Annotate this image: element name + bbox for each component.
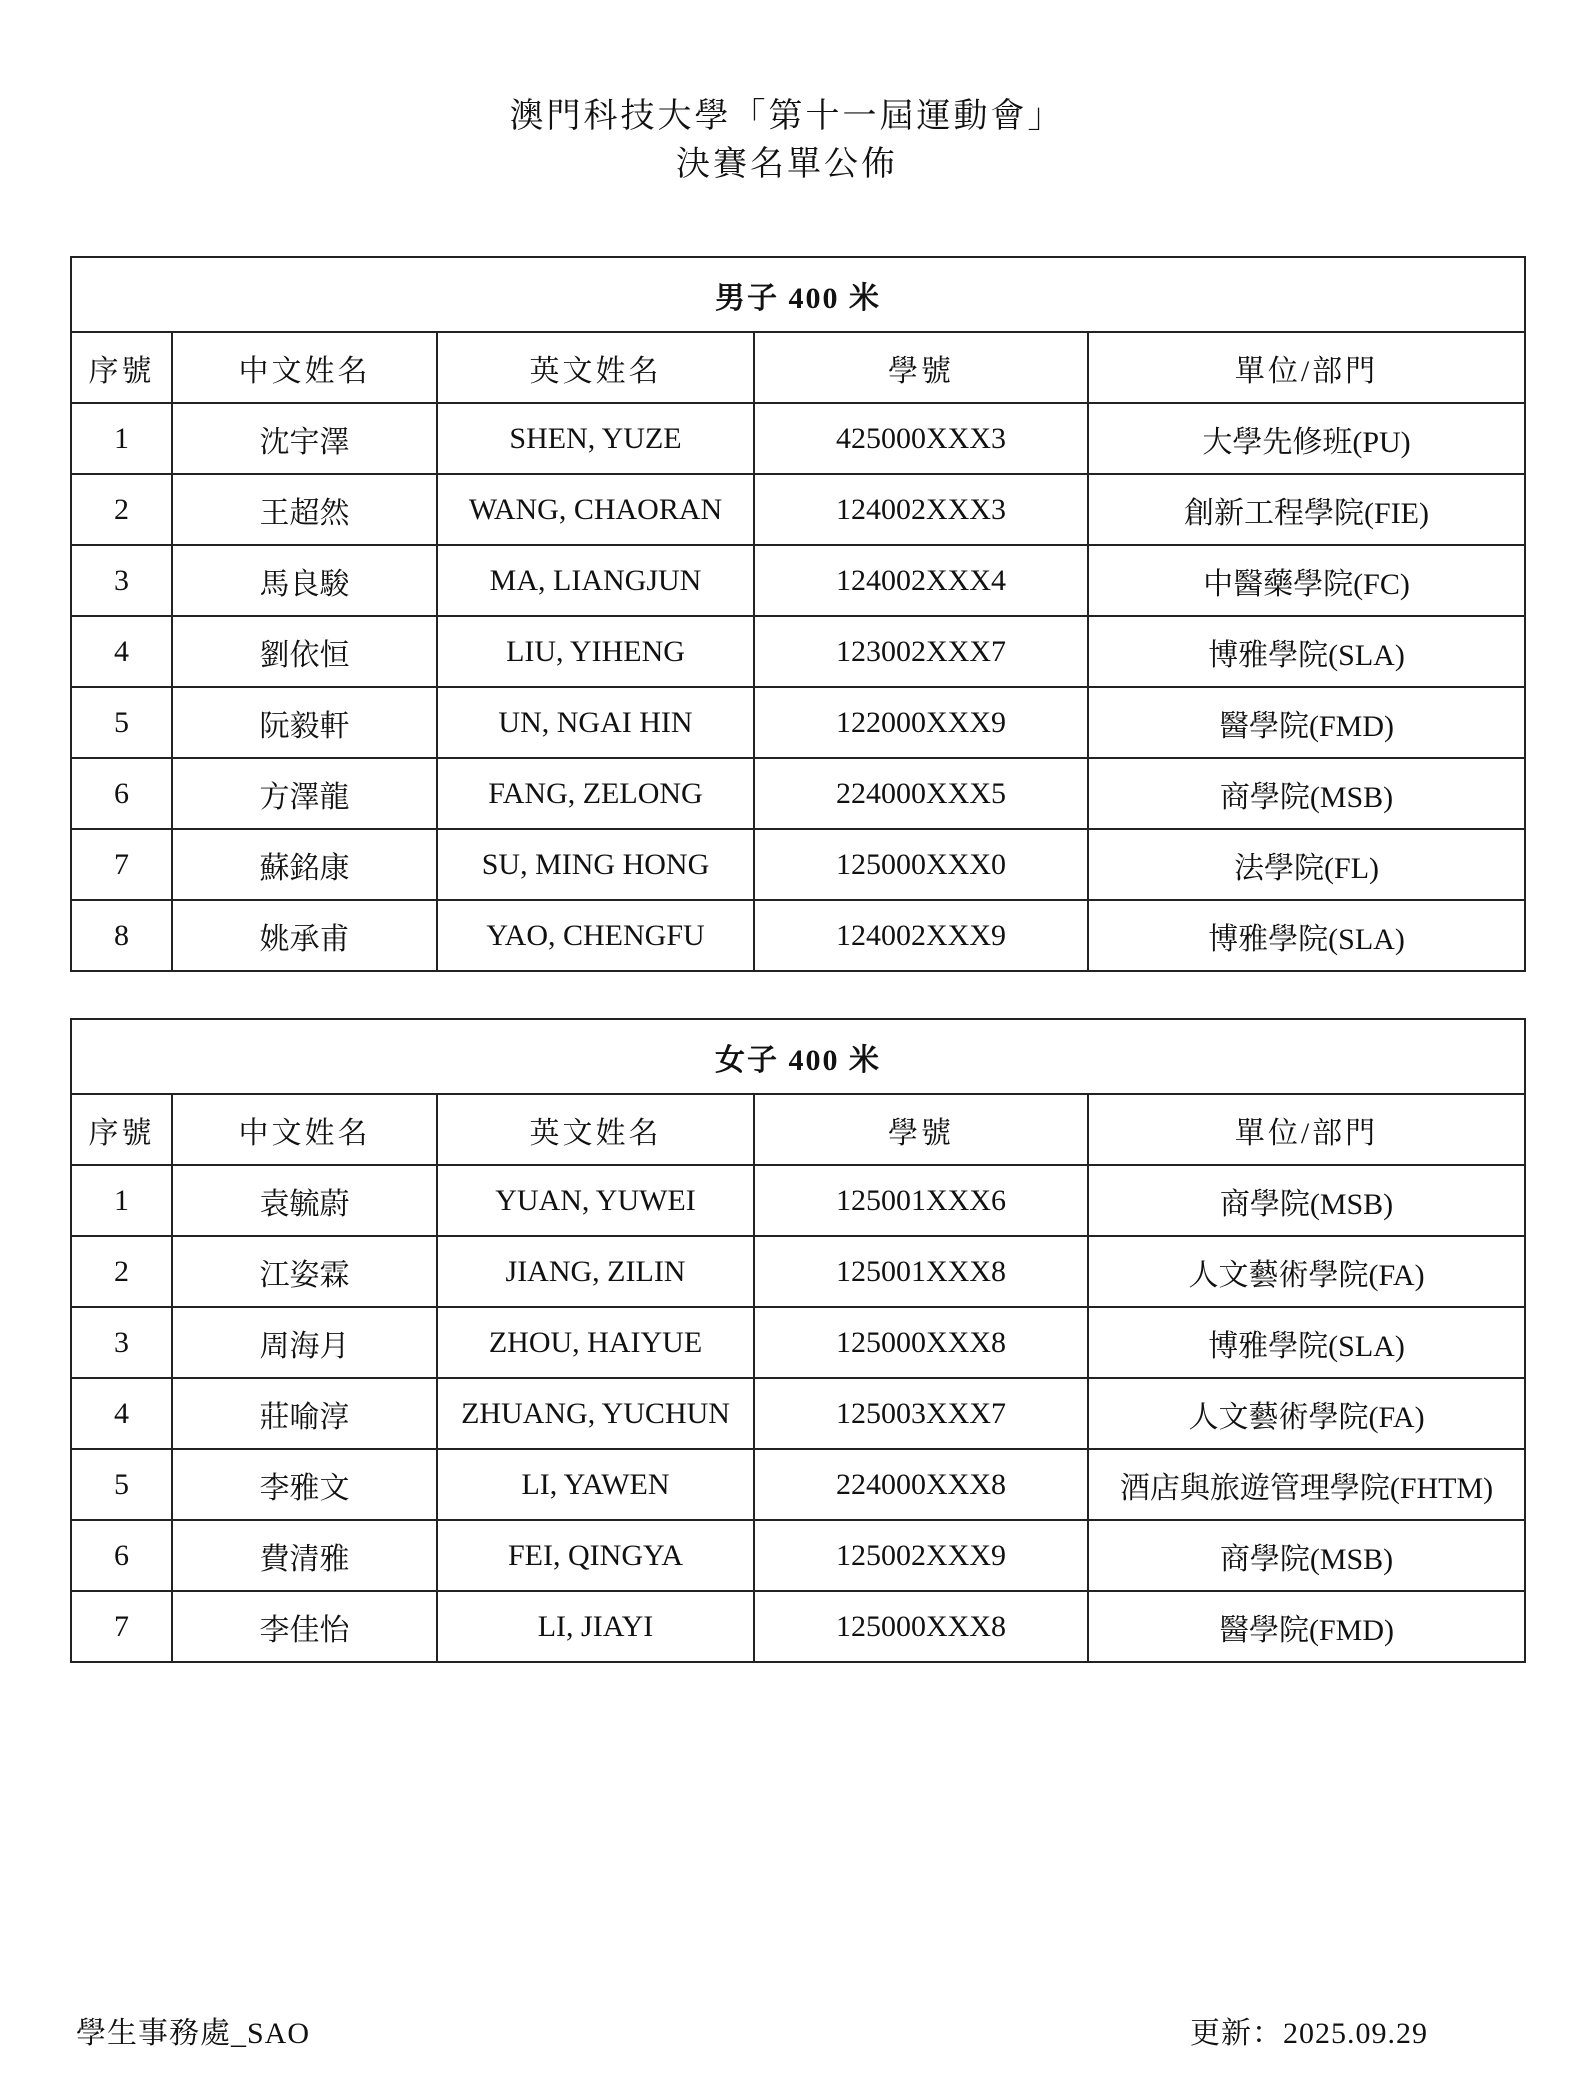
cell-student-id: 125000XXX8 <box>754 1307 1088 1378</box>
col-header-no: 序號 <box>71 1094 172 1165</box>
col-header-unit: 單位/部門 <box>1088 1094 1525 1165</box>
cell-student-id: 124002XXX4 <box>754 545 1088 616</box>
col-header-student-id: 學號 <box>754 332 1088 403</box>
cell-student-id: 125001XXX8 <box>754 1236 1088 1307</box>
cell-unit: 醫學院(FMD) <box>1088 687 1525 758</box>
women-400m-table <box>70 1018 1526 1663</box>
cell-chinese-name: 江姿霖 <box>172 1236 437 1307</box>
table-row <box>71 1449 1525 1520</box>
cell-english-name: MA, LIANGJUN <box>437 545 754 616</box>
cell-unit: 博雅學院(SLA) <box>1088 616 1525 687</box>
cell-no: 5 <box>71 1449 172 1520</box>
cell-chinese-name: 李佳怡 <box>172 1591 437 1662</box>
cell-unit: 博雅學院(SLA) <box>1088 1307 1525 1378</box>
column-header-row <box>71 332 1525 403</box>
cell-unit: 法學院(FL) <box>1088 829 1525 900</box>
cell-no: 3 <box>71 545 172 616</box>
cell-no: 2 <box>71 1236 172 1307</box>
table-row <box>71 900 1525 971</box>
cell-student-id: 125003XXX7 <box>754 1378 1088 1449</box>
table-row <box>71 1591 1525 1662</box>
cell-unit: 商學院(MSB) <box>1088 1520 1525 1591</box>
cell-chinese-name: 沈宇澤 <box>172 403 437 474</box>
cell-chinese-name: 袁毓蔚 <box>172 1165 437 1236</box>
cell-unit: 醫學院(FMD) <box>1088 1591 1525 1662</box>
cell-no: 6 <box>71 758 172 829</box>
cell-no: 4 <box>71 1378 172 1449</box>
cell-student-id: 123002XXX7 <box>754 616 1088 687</box>
table-row <box>71 829 1525 900</box>
cell-no: 6 <box>71 1520 172 1591</box>
cell-no: 2 <box>71 474 172 545</box>
footer-updated-date: 更新：2025.09.29 <box>1190 2017 1428 2050</box>
cell-english-name: WANG, CHAORAN <box>437 474 754 545</box>
cell-chinese-name: 王超然 <box>172 474 437 545</box>
cell-student-id: 224000XXX8 <box>754 1449 1088 1520</box>
cell-english-name: ZHUANG, YUCHUN <box>437 1378 754 1449</box>
cell-no: 1 <box>71 403 172 474</box>
cell-english-name: SHEN, YUZE <box>437 403 754 474</box>
col-header-english-name: 英文姓名 <box>437 332 754 403</box>
cell-student-id: 425000XXX3 <box>754 403 1088 474</box>
cell-no: 8 <box>71 900 172 971</box>
cell-no: 5 <box>71 687 172 758</box>
cell-unit: 酒店與旅遊管理學院(FHTM) <box>1088 1449 1525 1520</box>
table-row <box>71 1236 1525 1307</box>
cell-english-name: JIANG, ZILIN <box>437 1236 754 1307</box>
table-row <box>71 403 1525 474</box>
cell-chinese-name: 莊喻淳 <box>172 1378 437 1449</box>
cell-no: 1 <box>71 1165 172 1236</box>
col-header-chinese-name: 中文姓名 <box>172 332 437 403</box>
document-subtitle: 決賽名單公佈 <box>676 144 898 184</box>
cell-chinese-name: 方澤龍 <box>172 758 437 829</box>
table-row <box>71 1520 1525 1591</box>
table-row <box>71 1307 1525 1378</box>
cell-student-id: 124002XXX9 <box>754 900 1088 971</box>
table-row <box>71 687 1525 758</box>
col-header-chinese-name: 中文姓名 <box>172 1094 437 1165</box>
table-row <box>71 758 1525 829</box>
cell-student-id: 124002XXX3 <box>754 474 1088 545</box>
cell-student-id: 125002XXX9 <box>754 1520 1088 1591</box>
cell-english-name: LI, YAWEN <box>437 1449 754 1520</box>
cell-student-id: 125000XXX8 <box>754 1591 1088 1662</box>
cell-unit: 中醫藥學院(FC) <box>1088 545 1525 616</box>
cell-english-name: LI, JIAYI <box>437 1591 754 1662</box>
cell-no: 7 <box>71 1591 172 1662</box>
document-title: 澳門科技大學「第十一屆運動會」 <box>509 96 1065 136</box>
cell-unit: 商學院(MSB) <box>1088 1165 1525 1236</box>
cell-unit: 商學院(MSB) <box>1088 758 1525 829</box>
cell-english-name: FEI, QINGYA <box>437 1520 754 1591</box>
men-400m-table <box>70 256 1526 972</box>
cell-unit: 人文藝術學院(FA) <box>1088 1236 1525 1307</box>
cell-student-id: 122000XXX9 <box>754 687 1088 758</box>
cell-no: 7 <box>71 829 172 900</box>
cell-student-id: 125000XXX0 <box>754 829 1088 900</box>
col-header-no: 序號 <box>71 332 172 403</box>
event-title-women: 女子 400 米 <box>71 1019 1525 1094</box>
cell-unit: 博雅學院(SLA) <box>1088 900 1525 971</box>
col-header-unit: 單位/部門 <box>1088 332 1525 403</box>
table-row <box>71 474 1525 545</box>
footer-office: 學生事務處_SAO <box>76 2017 311 2050</box>
cell-chinese-name: 姚承甫 <box>172 900 437 971</box>
column-header-row <box>71 1094 1525 1165</box>
cell-student-id: 224000XXX5 <box>754 758 1088 829</box>
cell-no: 4 <box>71 616 172 687</box>
cell-english-name: YUAN, YUWEI <box>437 1165 754 1236</box>
cell-english-name: UN, NGAI HIN <box>437 687 754 758</box>
cell-chinese-name: 劉依恒 <box>172 616 437 687</box>
cell-chinese-name: 馬良駿 <box>172 545 437 616</box>
document-header <box>0 92 1574 188</box>
table-row <box>71 616 1525 687</box>
event-title-men: 男子 400 米 <box>71 257 1525 332</box>
cell-chinese-name: 周海月 <box>172 1307 437 1378</box>
cell-chinese-name: 費清雅 <box>172 1520 437 1591</box>
cell-student-id: 125001XXX6 <box>754 1165 1088 1236</box>
cell-english-name: ZHOU, HAIYUE <box>437 1307 754 1378</box>
col-header-english-name: 英文姓名 <box>437 1094 754 1165</box>
cell-unit: 人文藝術學院(FA) <box>1088 1378 1525 1449</box>
cell-chinese-name: 阮毅軒 <box>172 687 437 758</box>
cell-unit: 大學先修班(PU) <box>1088 403 1525 474</box>
cell-english-name: YAO, CHENGFU <box>437 900 754 971</box>
cell-chinese-name: 李雅文 <box>172 1449 437 1520</box>
table-row <box>71 1378 1525 1449</box>
table-row <box>71 1165 1525 1236</box>
cell-english-name: LIU, YIHENG <box>437 616 754 687</box>
cell-english-name: SU, MING HONG <box>437 829 754 900</box>
cell-chinese-name: 蘇銘康 <box>172 829 437 900</box>
cell-unit: 創新工程學院(FIE) <box>1088 474 1525 545</box>
cell-english-name: FANG, ZELONG <box>437 758 754 829</box>
col-header-student-id: 學號 <box>754 1094 1088 1165</box>
table-row <box>71 545 1525 616</box>
cell-no: 3 <box>71 1307 172 1378</box>
